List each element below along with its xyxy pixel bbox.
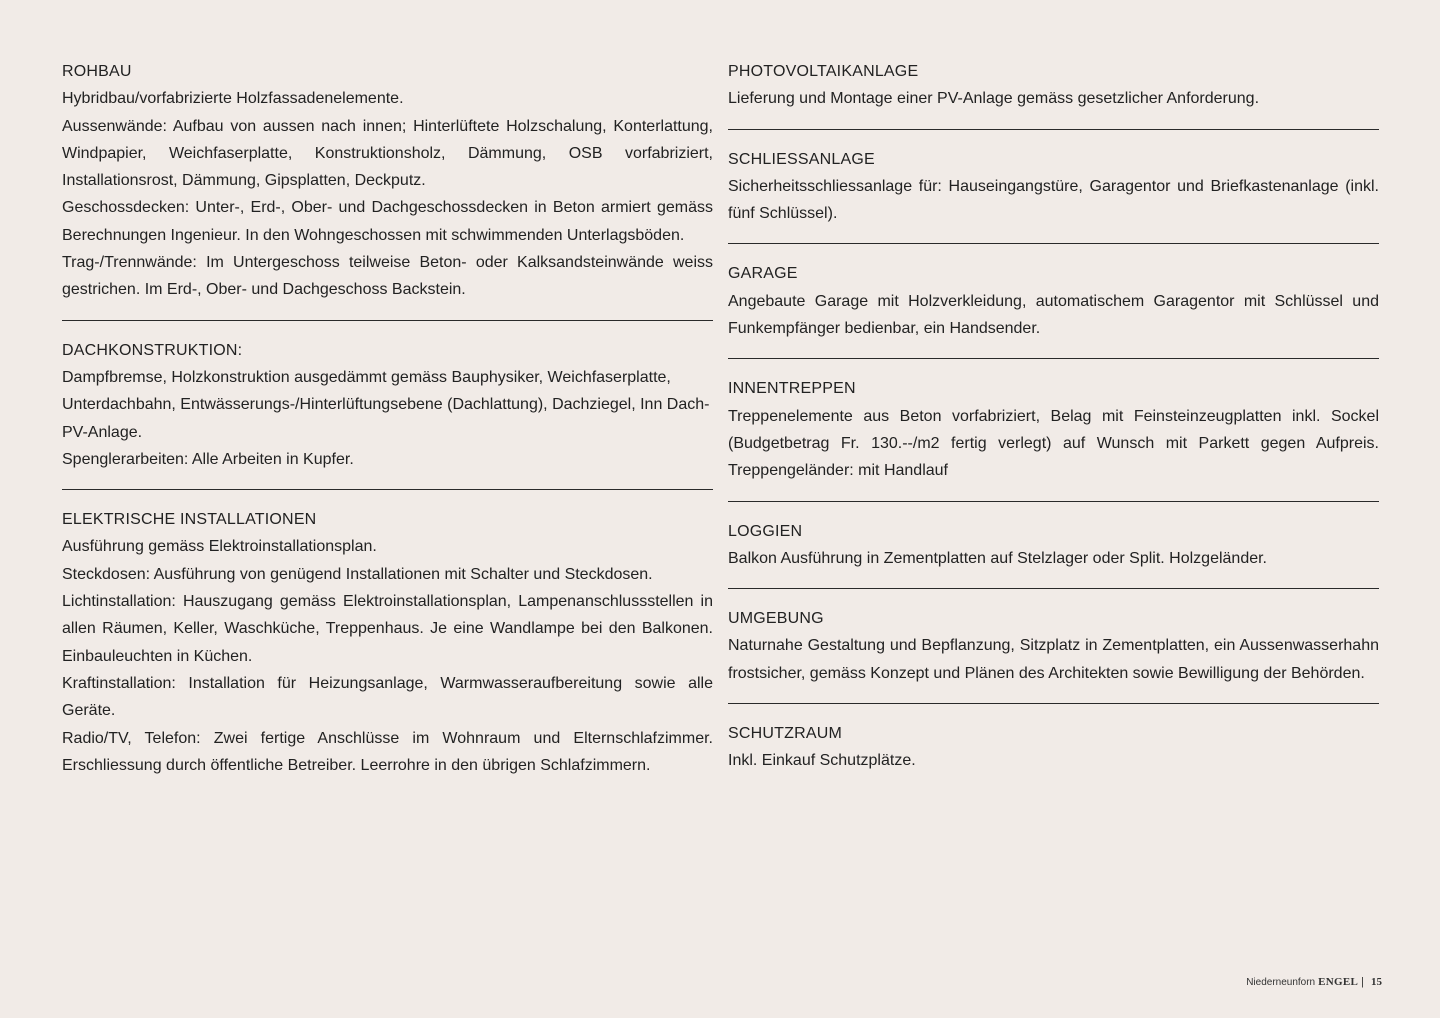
paragraph: Inkl. Einkauf Schutzplätze. xyxy=(728,752,916,770)
section-heading: UMGEBUNG xyxy=(728,610,824,628)
paragraph: Spenglerarbeiten: Alle Arbeiten in Kupfer. xyxy=(62,450,354,468)
section-elektrische-installationen xyxy=(62,506,713,795)
paragraph: Hybridbau/vorfabrizierte Holzfassadenelemente. xyxy=(62,90,404,108)
footer-separator: | xyxy=(1361,976,1364,988)
section-heading: INNENTREPPEN xyxy=(728,380,856,398)
section-innentreppen xyxy=(728,375,1379,501)
right-column xyxy=(728,58,1379,807)
section-schutzraum xyxy=(728,720,1379,791)
section-heading: GARAGE xyxy=(728,265,798,283)
paragraph: Lieferung und Montage einer PV-Anlage gemäss gesetzlicher Anforderung. xyxy=(728,90,1260,108)
paragraph: Trag-/Trennwände: Im Untergeschoss teilweise Beton- oder Kalksandsteinwände weiss gestrichen. Im Erd-, Ober- und Dachgeschoss Backstein. xyxy=(62,254,713,299)
section-heading: SCHUTZRAUM xyxy=(728,725,842,743)
paragraph: Steckdosen: Ausführung von genügend Installationen mit Schalter und Steckdosen. xyxy=(62,565,653,583)
section-heading: ROHBAU xyxy=(62,63,132,80)
paragraph: Aussenwände: Aufbau von aussen nach innen; Hinterlüftete Holzschalung, Konterlattung, Windpapier, Weichfaserplatte, Konstruktionsholz, Dämmung, OSB vorfabriziert, Installationsrost, Dämmung, Gipsplatten, Deckputz. xyxy=(62,117,713,190)
section-dachkonstruktion xyxy=(62,337,713,490)
paragraph: Ausführung gemäss Elektroinstallationsplan. xyxy=(62,538,377,556)
section-umgebung xyxy=(728,605,1379,704)
section-heading: ELEKTRISCHE INSTALLATIONEN xyxy=(62,511,317,529)
paragraph: Geschossdecken: Unter-, Erd-, Ober- und Dachgeschossdecken in Beton armiert gemäss Berechnungen Ingenieur. In den Wohngeschossen mit schwimmenden Unterlagsböden. xyxy=(62,199,713,244)
section-photovoltaikanlage xyxy=(728,58,1379,130)
section-heading: DACHKONSTRUKTION: xyxy=(62,341,243,359)
footer-brand: ENGEL xyxy=(1318,976,1359,988)
page-number: 15 xyxy=(1371,976,1382,988)
left-column xyxy=(62,58,713,811)
paragraph: Lichtinstallation: Hauszugang gemäss Elektroinstallationsplan, Lampenanschlussstellen in allen Räumen, Keller, Waschküche, Treppenhaus. Je eine Wandlampe bei den Balkonen. Einbauleuchten in Küchen. xyxy=(62,593,713,665)
paragraph: Dampfbremse, Holzkonstruktion ausgedämmt gemäss Bauphysiker, Weichfaserplatte, Unterdachbahn, Entwässerungs-/Hinterlüftungsebene (Dachlattung), Dachziegel, Inn Dach-PV-Anlage. xyxy=(62,368,710,441)
section-heading: SCHLIESSANLAGE xyxy=(728,150,875,168)
section-garage xyxy=(728,260,1379,359)
paragraph: Treppenelemente aus Beton vorfabriziert, Belag mit Feinsteinzeugplatten inkl. Sockel (Budgetbetrag Fr. 130.--/m2 fertig verlegt) auf Wunsch mit Parkett gegen Aufpreis. Treppengeländer: mit Handlauf xyxy=(728,407,1379,480)
section-schliessanlage xyxy=(728,146,1379,245)
section-loggien xyxy=(728,518,1379,590)
section-heading: PHOTOVOLTAIKANLAGE xyxy=(728,63,919,80)
paragraph: Balkon Ausführung in Zementplatten auf Stelzlager oder Split. Holzgeländer. xyxy=(728,549,1267,567)
section-rohbau xyxy=(62,58,713,321)
footer-location: Niederneunforn xyxy=(1246,977,1316,988)
paragraph: Angebaute Garage mit Holzverkleidung, automatischem Garagentor mit Schlüssel und Funkempfänger bedienbar, ein Handsender. xyxy=(728,292,1379,338)
paragraph: Naturnahe Gestaltung und Bepflanzung, Sitzplatz in Zementplatten, ein Aussenwasserhahn frostsicher, gemäss Konzept und Plänen des Architekten sowie Bewilligung der Behörden. xyxy=(728,637,1379,682)
section-heading: LOGGIEN xyxy=(728,522,803,540)
paragraph: Kraftinstallation: Installation für Heizungsanlage, Warmwasseraufbereitung sowie alle Geräte. xyxy=(62,674,713,720)
page-footer xyxy=(1246,976,1382,988)
paragraph: Radio/TV, Telefon: Zwei fertige Anschlüsse im Wohnraum und Elternschlafzimmer. Erschliessung durch öffentliche Betreiber. Leerrohre in den übrigen Schlafzimmern. xyxy=(62,729,713,774)
paragraph: Sicherheitsschliessanlage für: Hauseingangstüre, Garagentor und Briefkastenanlage (inkl. fünf Schlüssel). xyxy=(728,177,1379,223)
